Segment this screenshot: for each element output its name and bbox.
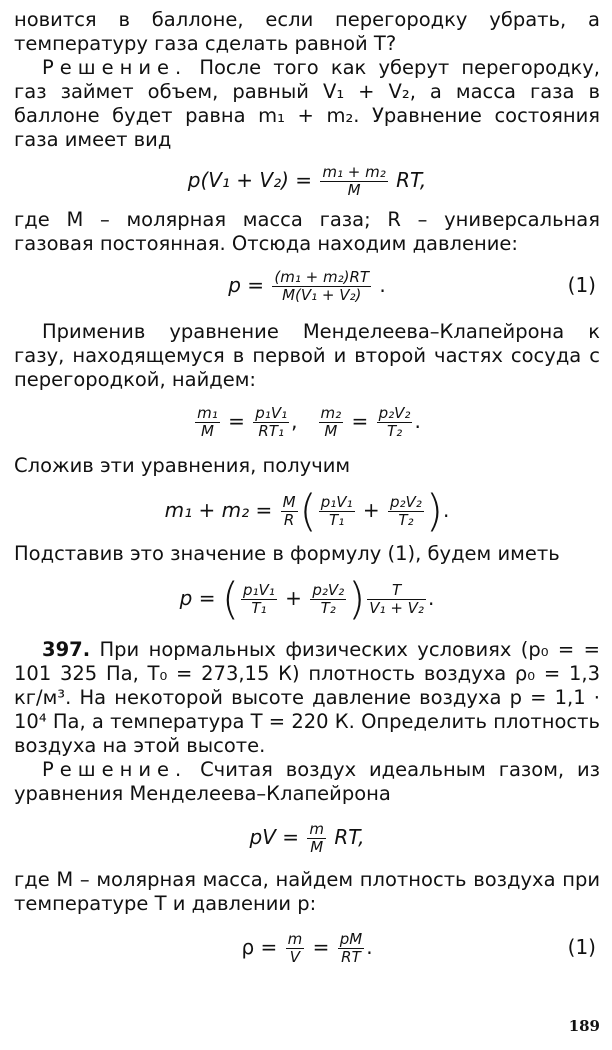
eq-sum-f-num: M	[282, 493, 296, 511]
eq-mk-num: m	[309, 820, 324, 838]
paragraph-apply: Применив уравнение Менделеева–Клапейрона к газу, находящемуся в первой и второй частях сосуда с перегородкой, найдем:	[14, 320, 600, 391]
eq-sum-lhs: m₁ + m₂ =	[164, 498, 273, 522]
eq-parts-c-den: M	[324, 422, 338, 440]
eq-final-g-den: T₁	[251, 599, 267, 617]
eq-state-fraction	[320, 164, 387, 199]
eq-pressure-den: M(V₁ + V₂)	[282, 286, 362, 304]
eq-sum-f-den: R	[283, 511, 295, 529]
equation-density: ρ = $\frac{m}{V}$ = $\frac{pM}{RT}$ . (1)	[14, 916, 600, 978]
eq-final-k	[367, 582, 426, 617]
eq-parts-b-num: p₁V₁	[255, 404, 288, 422]
eq-parts-c-num: m₂	[320, 404, 342, 422]
eq-sum-f	[281, 494, 298, 529]
paragraph-substitute: Подставив это значение в формулу (1), будем иметь	[14, 542, 560, 565]
page-number: 189	[568, 1017, 600, 1035]
eq-rho-tail: .	[366, 935, 373, 959]
eq-mk-tail: RT,	[334, 825, 365, 849]
eq-final-lhs: p =	[179, 586, 216, 610]
equation-final: p = ( $\frac{\text{p₁V₁}}{\text{T₁}}$ + $\frac{\text{p₂V₂}}{\text{T₂}}$ ) $\frac{T}{\text{V₁ + V₂}}$ .	[179, 573, 435, 625]
eq-parts-tail: .	[414, 409, 421, 433]
paragraph-molar-mass: где M – молярная масса газа; R – универсальная газовая постоянная. Отсюда находим давление:	[14, 208, 600, 255]
solution-label-2: Решение.	[42, 758, 188, 781]
eq-parts-d	[377, 405, 413, 440]
eq-mk-fraction	[307, 821, 326, 856]
paragraph-sum: Сложив эти уравнения, получим	[14, 454, 351, 477]
eq-final-g	[241, 582, 277, 617]
eq-rho-a	[286, 931, 305, 966]
eq-sum-g-num: p₁V₁	[320, 493, 353, 511]
eq-final-h-num: p₂V₂	[312, 581, 345, 599]
eq-mk-den: M	[310, 838, 324, 856]
eq-rho-label: (1)	[567, 935, 596, 959]
equation-state	[14, 152, 600, 208]
eq-sum-tail: .	[443, 498, 450, 522]
eq-rho-a-num: m	[287, 930, 303, 948]
eq-rho-a-den: V	[289, 948, 301, 966]
paragraph-solution-1	[14, 56, 600, 152]
eq-final-h-den: T₂	[320, 599, 336, 617]
eq-state-den: M	[347, 181, 361, 199]
eq-final-tail: .	[427, 586, 435, 610]
eq-final-h	[310, 582, 346, 617]
equation-parts: $\frac{\text{m₁}}{M}$ = $\frac{\text{p₁V₁}}{\text{RT₁}}$ , $\frac{\text{m₂}}{M}$ = $\frac{\text{p₂V₂}}{\text{T₂}}$ .	[197, 404, 421, 440]
eq-state-num: m₁ + m₂	[322, 163, 386, 181]
eq-parts-a-den: M	[201, 422, 214, 440]
eq-pressure-num: (m₁ + m₂)RT	[274, 268, 370, 286]
eq-rho-b-num: pM	[339, 930, 363, 948]
solution-text-2: Считая воздух идеальным газом, из уравнения Менделеева–Клапейрона	[14, 758, 600, 805]
paragraph-problem-397	[14, 638, 600, 758]
equation-mendeleev	[14, 806, 600, 868]
equation-pressure	[14, 256, 600, 314]
eq-sum-h-den: T₂	[398, 511, 414, 529]
eq-sum-h-num: p₂V₂	[390, 493, 422, 511]
solution-label: Решение.	[42, 56, 188, 79]
eq-state-tail: RT,	[396, 168, 427, 192]
eq-parts-sep: ,	[291, 409, 298, 433]
eq-rho-lhs: ρ =	[241, 935, 278, 959]
eq-sum-g	[319, 494, 355, 529]
eq-final-k-num: T	[367, 582, 426, 600]
textbook-page	[14, 8, 600, 978]
eq-mk-lhs: pV =	[249, 825, 300, 849]
eq-parts-b	[253, 405, 289, 440]
eq-parts-a-num: m₁	[197, 404, 218, 422]
solution-text: После того как уберут перегородку, газ займет объем, равный V₁ + V₂, а масса газа в баллоне будет равна m₁ + m₂. Уравнение состояния газа имеет вид	[14, 56, 601, 151]
eq-pressure-lhs: p =	[228, 273, 265, 297]
eq-rho-b	[338, 931, 364, 966]
paragraph-density: где M – молярная масса, найдем плотность воздуха при температуре T и давлении p:	[14, 868, 600, 915]
paragraph-continuation: новится в баллоне, если перегородку убрать, а температуру газа сделать равной T?	[14, 8, 600, 55]
eq-pressure-label: (1)	[567, 273, 596, 297]
problem-text: При нормальных физических условиях (p₀ = = 101 325 Па, T₀ = 273,15 К) плотность воздуха ρ₀ = 1,3 кг/м³. На некоторой высоте давление воздуха p = 1,1 · 10⁴ Па, а температура T = 220 К. Определить плотность воздуха на этой высоте.	[14, 638, 600, 757]
eq-final-g-num: p₁V₁	[243, 581, 275, 599]
eq-sum-g-den: T₁	[329, 511, 345, 529]
eq-parts-d-num: p₂V₂	[378, 404, 411, 422]
eq-pressure-tail: .	[379, 273, 386, 297]
eq-parts-b-den: RT₁	[258, 422, 284, 440]
paragraph-solution-2	[14, 758, 600, 806]
eq-state-lhs: p(V₁ + V₂) =	[187, 168, 313, 192]
eq-parts-a	[195, 405, 220, 440]
eq-sum-h	[388, 494, 424, 529]
eq-pressure-fraction	[272, 269, 371, 304]
eq-final-k-den: V₁ + V₂	[369, 599, 424, 617]
eq-parts-d-den: T₂	[386, 422, 403, 440]
equation-sum: m₁ + m₂ = $\frac{M}{R}$ ( $\frac{\text{p₁V₁}}{\text{T₁}}$ + $\frac{\text{p₂V₂}}{\text{T₂}}$ ).	[164, 485, 450, 537]
problem-number: 397.	[42, 638, 91, 661]
eq-rho-b-den: RT	[341, 948, 361, 966]
eq-parts-c	[319, 405, 344, 440]
